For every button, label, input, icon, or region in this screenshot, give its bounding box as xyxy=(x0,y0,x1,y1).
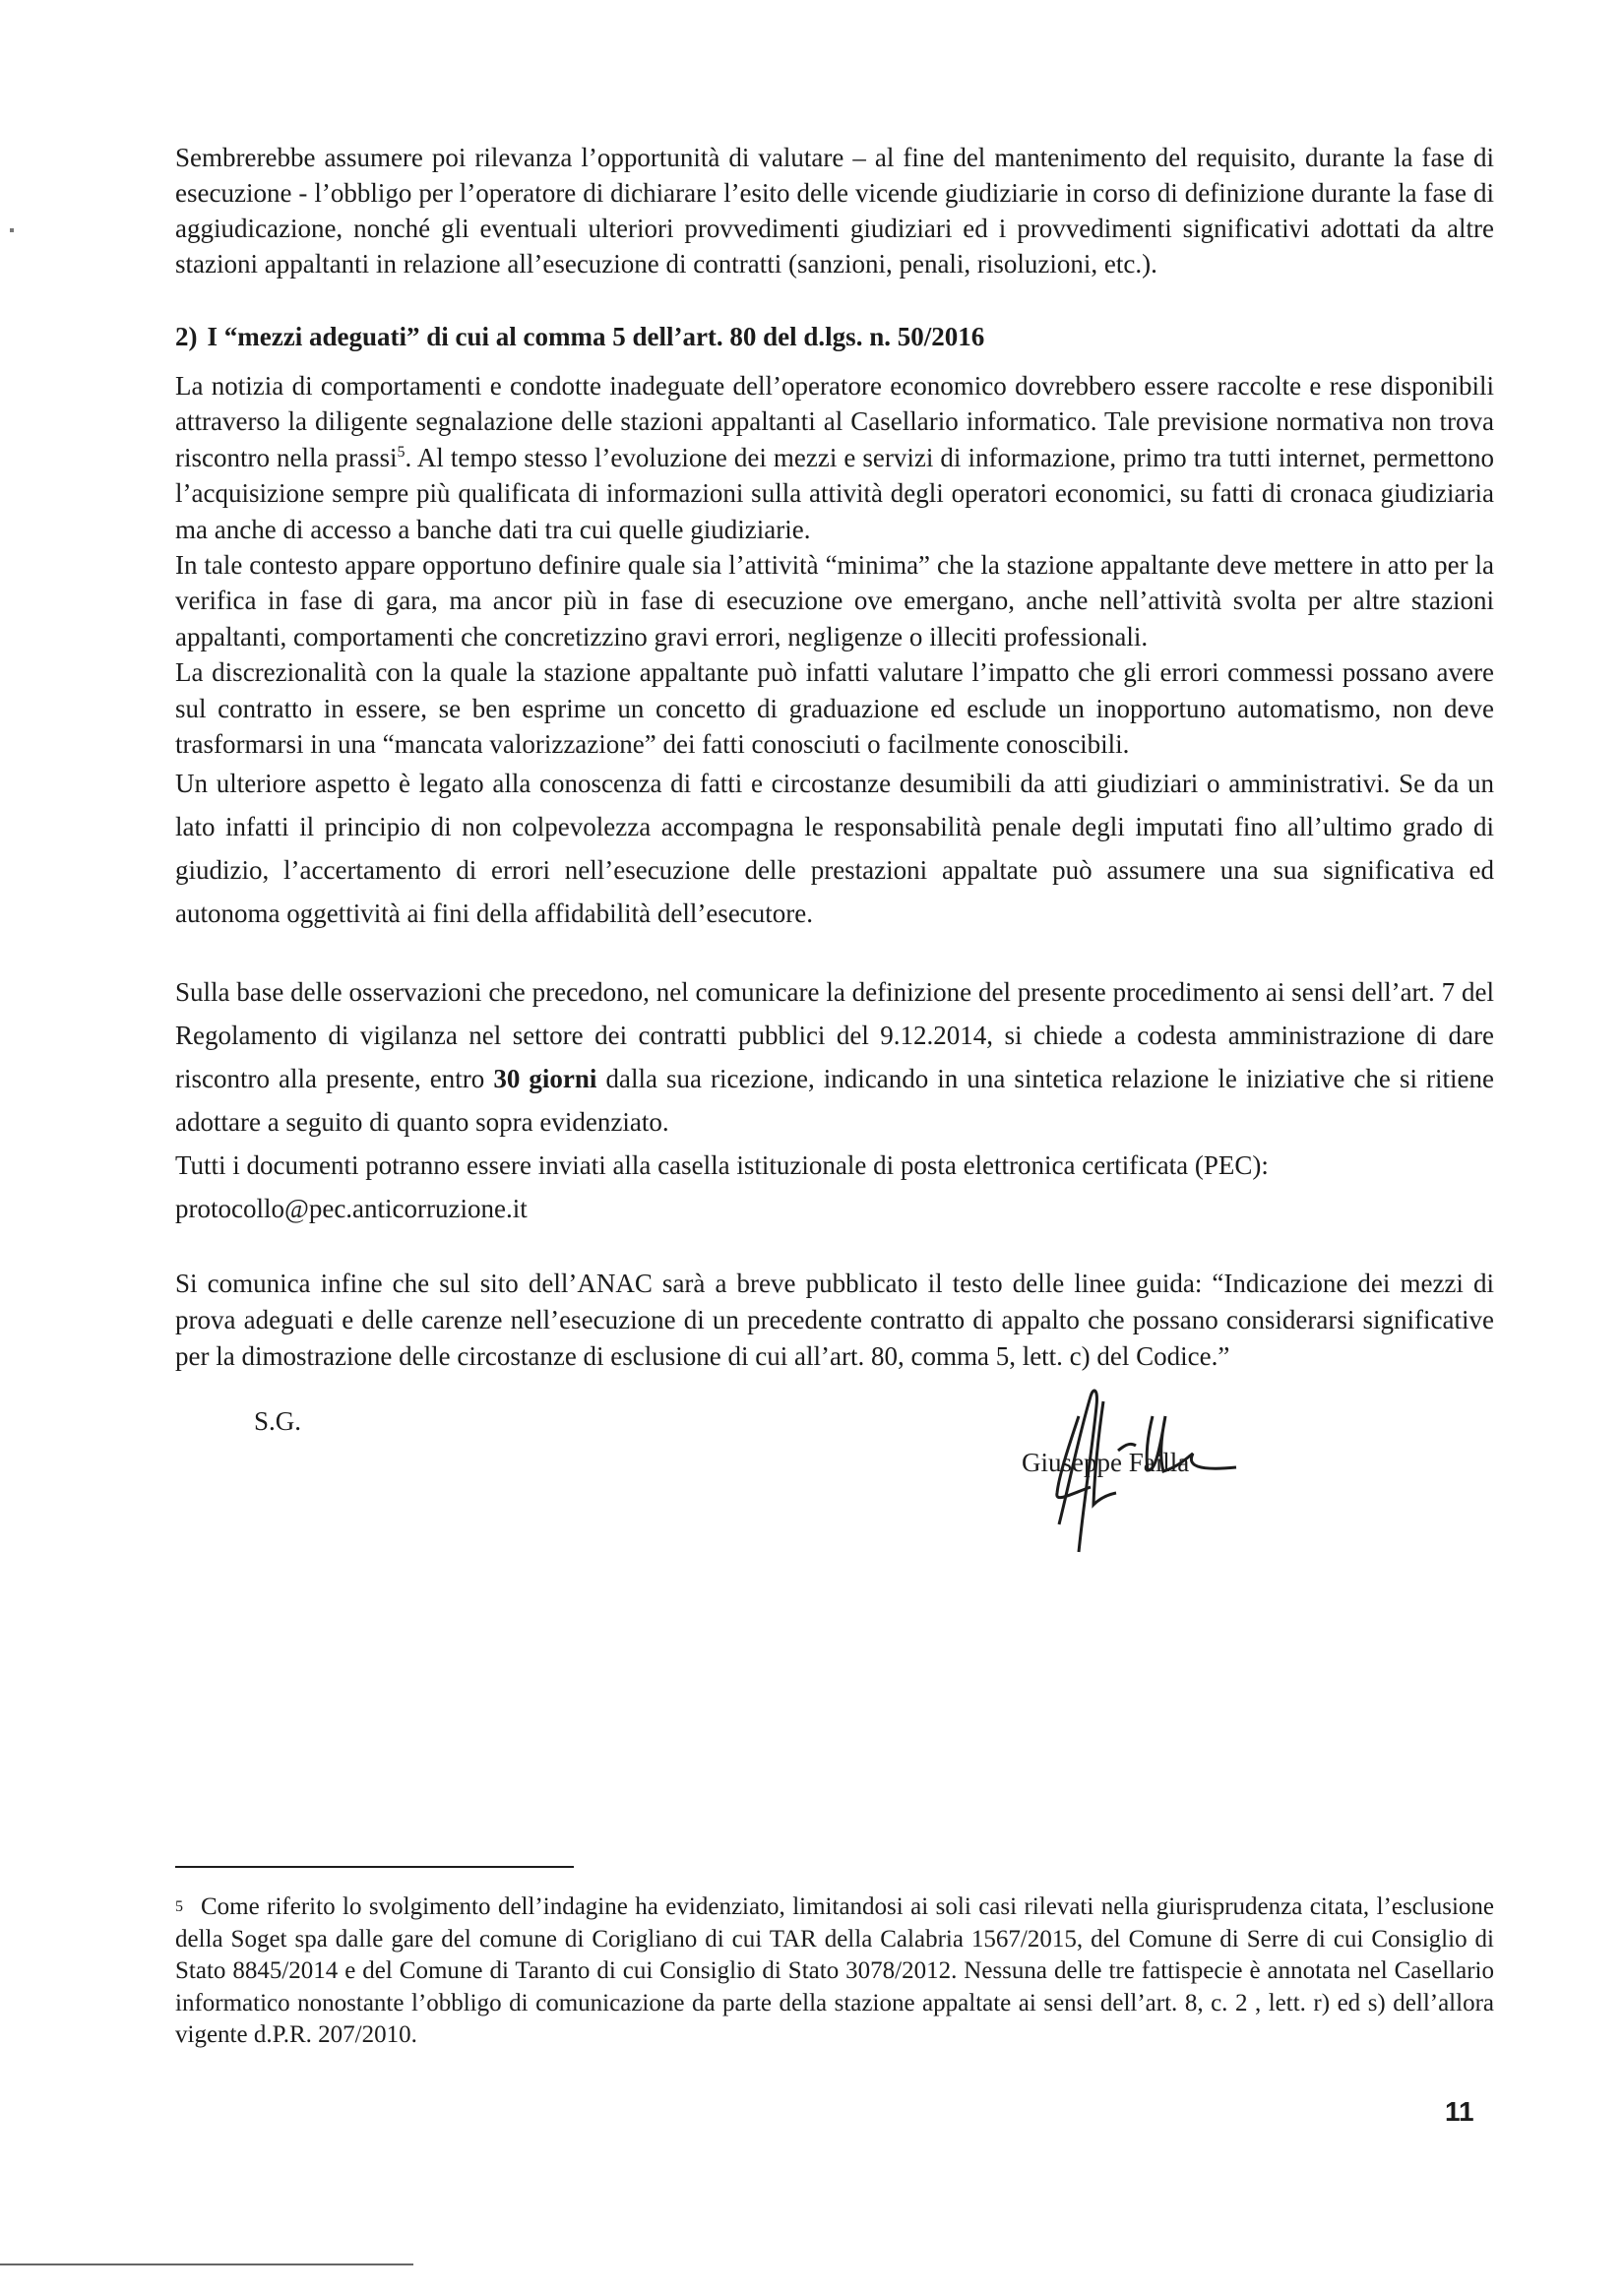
paragraph-guidelines: Si comunica infine che sul sito dell’ANAC sarà a breve pubblicato il testo delle linee guida: “Indicazione dei mezzi di prova adeguati e delle carenze nell’esecuzione di un precedente contratto di appalto che possano considerarsi significative per la dimostrazione delle circostanze di esclusione di cui all’art. 80, comma 5, lett. c) del Codice.” xyxy=(175,1269,1494,1372)
request-text-before: Sulla base delle osservazioni che precedono, nel comunicare la definizione del presente procedimento ai sensi dell’art. 7 del Regolamento di vigilanza nel settore dei contratti pubblici del 9.12.2014, si chiede a codesta amministrazione di dare riscontro alla presente, entro xyxy=(175,977,1494,1094)
paragraph-casellario xyxy=(175,368,1494,547)
paragraph-intro: Sembrerebbe assumere poi rilevanza l’opportunità di valutare – al fine del mantenimento del requisito, durante la fase di esecuzione - l’obbligo per l’operatore di dichiarare l’esito delle vicende giudiziarie in corso di definizione durante la fase di aggiudicazione, nonché gli eventuali ulteriori provvedimenti giudiziari ed i provvedimenti significativi adottati da altre stazioni appaltanti in relazione all’esecuzione di contratti (sanzioni, penali, risoluzioni, etc.). xyxy=(175,143,1494,279)
closing-block xyxy=(175,1266,1494,1375)
footnote-body: Come riferito lo svolgimento dell’indagine ha evidenziato, limitandosi ai soli casi rilevati nella giurisprudenza citata, l’esclusione della Soget spa dalle gare del comune di Corigliano di cui TAR della Calabria 1567/2015, del Comune di Serre di cui Consiglio di Stato 8845/2014 e del Comune di Taranto di cui Consiglio di Stato 3078/2012. Nessuna delle tre fattispecie è annotata nel Casellario informatico nonostante l’obbligo di comunicazione da parte della stazione appaltate ai sensi dell’art. 8, c. 2 , lett. r) ed s) dell’allora vigente d.P.R. 207/2010. xyxy=(175,1893,1494,2048)
request-deadline: 30 giorni xyxy=(493,1064,597,1094)
paragraph-discretion: La discrezionalità con la quale la stazione appaltante può infatti valutare l’impatto che gli errori commessi possano avere sul contratto in essere, se ben esprime un concetto di graduazione ed esclude un inopportuno automatismo, non deve trasformarsi in una “mancata valorizzazione” dei fatti conosciuti o facilmente conoscibili. xyxy=(175,657,1494,760)
paragraph-casellario-text-a: La notizia di comportamenti e condotte inadeguate dell’operatore economico dovrebbero essere raccolte e rese disponibili attraverso la diligente segnalazione delle stazioni appaltanti al Casellario informatico. Tale previsione normativa non trova riscontro nella prassi xyxy=(175,371,1494,472)
scan-artifact-edge xyxy=(0,2263,413,2265)
paragraph-request xyxy=(175,970,1494,1144)
footnote-divider xyxy=(175,1866,574,1868)
paragraph-further-aspect: Un ulteriore aspetto è legato alla conoscenza di fatti e circostanze desumibili da atti giudiziari o amministrativi. Se da un lato infatti il principio di non colpevolezza accompagna le responsabilità penale degli imputati fino all’ultimo grado di giudizio, l’accertamento di errori nell’esecuzione delle prestazioni appaltate può assumere una sua significativa ed autonoma oggettività ai fini della affidabilità dell’esecutore. xyxy=(175,769,1494,929)
request-text-after: dalla sua ricezione, indicando in una sintetica relazione le iniziative che si ritiene adottare a seguito di quanto sopra evidenziato. xyxy=(175,1064,1494,1138)
page-number: 11 xyxy=(1445,2096,1474,2127)
pec-email-link[interactable]: protocollo@pec.anticorruzione.it xyxy=(175,1194,528,1224)
paragraph-casellario-text-b: . Al tempo stesso l’evoluzione dei mezzi e servizi di informazione, primo tra tutti internet, permettono l’acquisizione sempre più qualificata di informazioni sulla attività degli operatori economici, su fatti di cronaca giudiziaria ma anche di accesso a banche dati tra cui quelle giudiziarie. xyxy=(175,442,1494,544)
request-block xyxy=(175,970,1494,1230)
section-title: I “mezzi adeguati” di cui al comma 5 dell’art. 80 del d.lgs. n. 50/2016 xyxy=(207,322,985,351)
scan-artifact-dot xyxy=(10,228,14,232)
signature-area xyxy=(175,1387,1494,1554)
signatory-name: Giuseppe Failla xyxy=(1022,1448,1190,1478)
footnote-reference: 5 xyxy=(397,443,406,461)
letter-body xyxy=(175,140,1494,1554)
section-body-continued xyxy=(175,762,1494,935)
footnote-text xyxy=(175,1891,1494,2052)
section-body xyxy=(175,368,1494,762)
paragraph-context: In tale contesto appare opportuno definire quale sia l’attività “minima” che la stazione appaltante deve mettere in atto per la verifica in fase di gara, ma ancor più in fase di esecuzione ove emergano, anche nell’attività svolta per altre stazioni appaltanti, comportamenti che concretizzino gravi errori, negligenze o illeciti professionali. xyxy=(175,550,1494,651)
footnote-marker: 5 xyxy=(175,1898,183,1915)
initials: S.G. xyxy=(254,1406,302,1437)
footnote xyxy=(175,1891,1494,2052)
section-heading xyxy=(175,319,1494,354)
section-number: 2) xyxy=(175,322,198,351)
paragraph-documents: Tutti i documenti potranno essere inviati alla casella istituzionale di posta elettronica certificata (PEC): xyxy=(175,1150,1269,1181)
